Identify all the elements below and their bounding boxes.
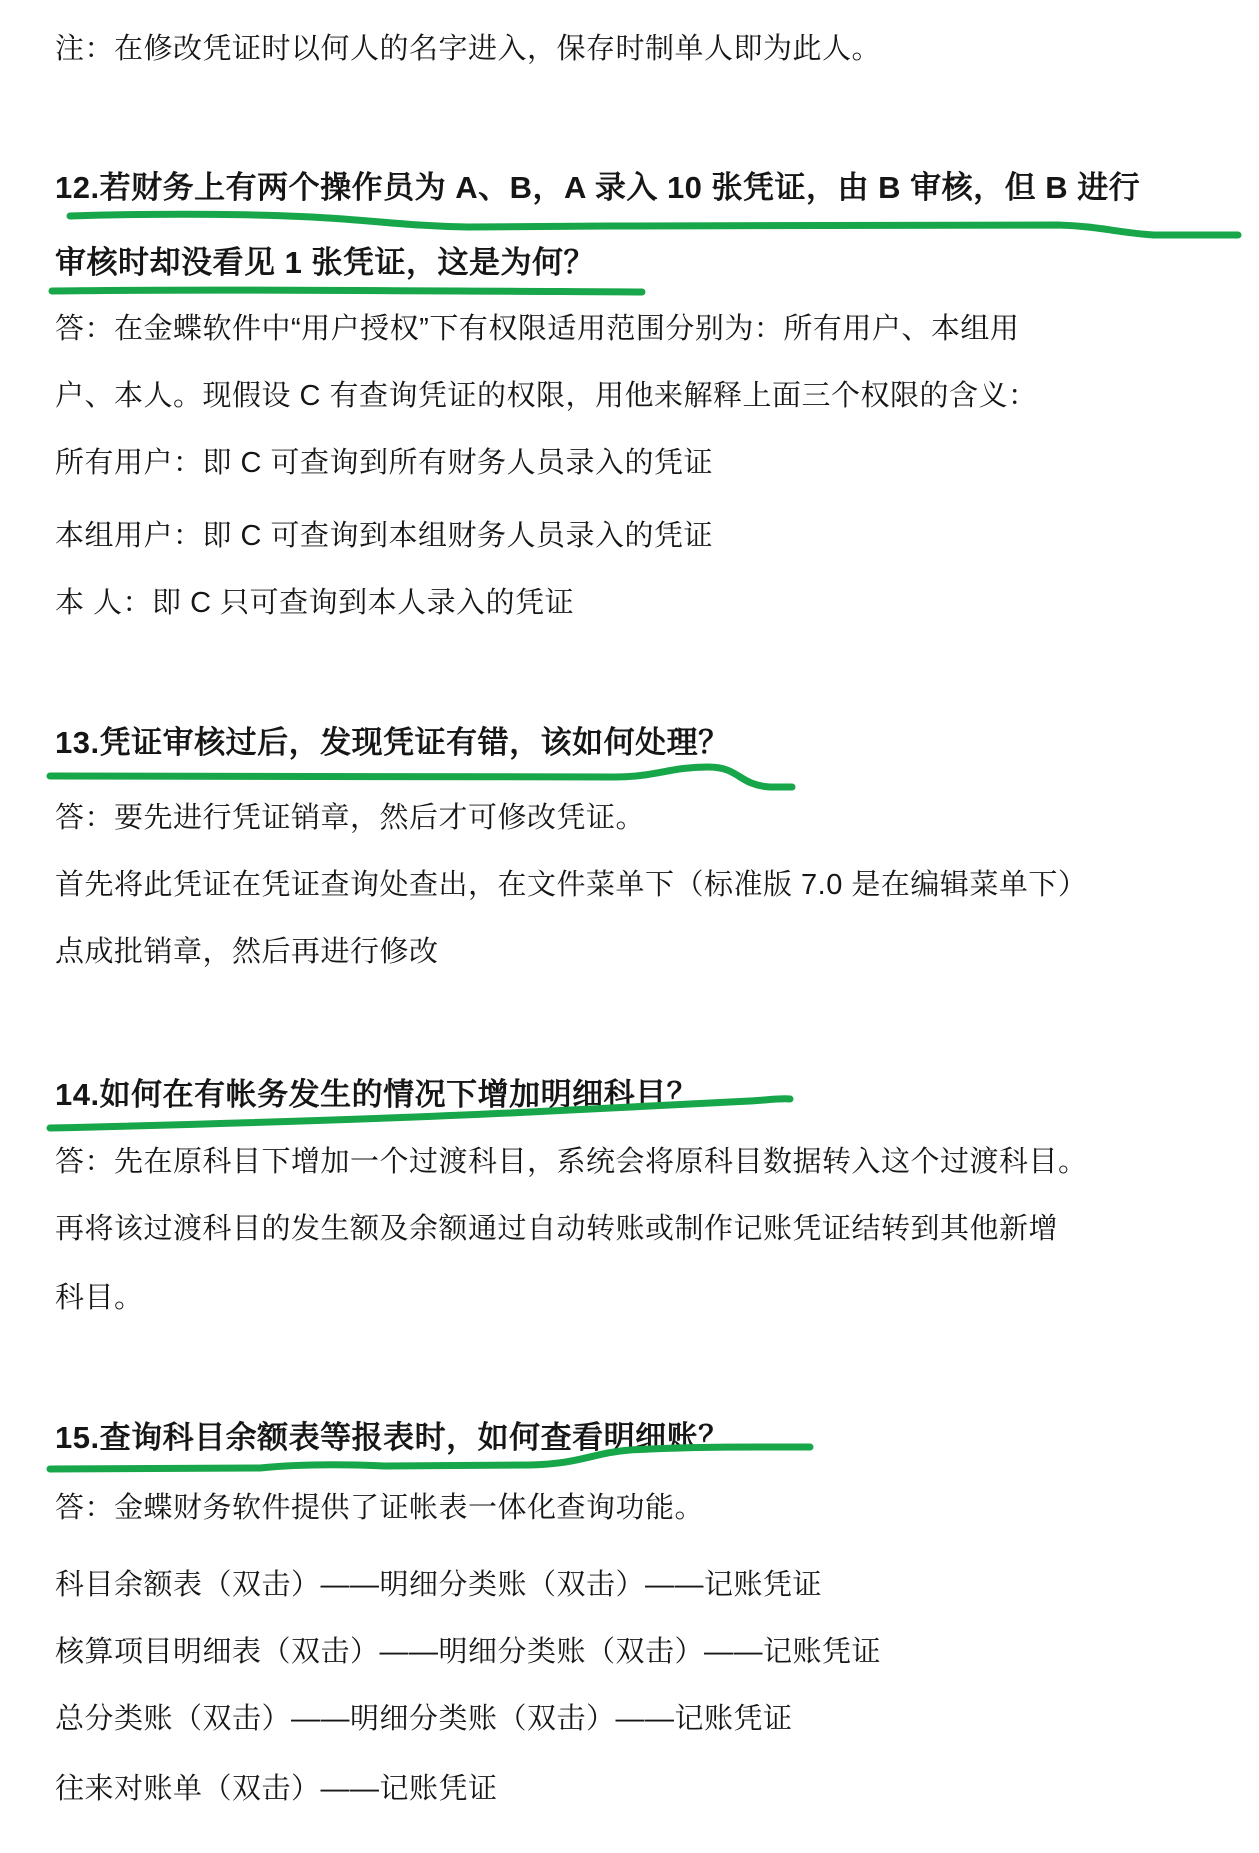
q12-heading-line-1: 12.若财务上有两个操作员为 A、B，A 录入 10 张凭证，由 B 审核，但 B 进行 — [55, 170, 1141, 205]
q15-underline-stroke — [40, 1438, 820, 1478]
q15-answer-line-5: 往来对账单（双击）——记账凭证 — [55, 1773, 498, 1805]
q13-answer-line-3: 点成批销章，然后再进行修改 — [55, 936, 439, 968]
note-line: 注：在修改凭证时以何人的名字进入，保存时制单人即为此人。 — [55, 33, 882, 65]
q14-underline-stroke — [40, 1090, 800, 1134]
q15-answer-line-4: 总分类账（双击）——明细分类账（双击）——记账凭证 — [55, 1703, 793, 1735]
q13-answer-line-2: 首先将此凭证在凭证查询处查出，在文件菜单下（标准版 7.0 是在编辑菜单下） — [55, 869, 1088, 901]
q12-answer-line-2: 户、本人。现假设 C 有查询凭证的权限，用他来解释上面三个权限的含义： — [55, 380, 1038, 412]
q14-answer-line-2: 再将该过渡科目的发生额及余额通过自动转账或制作记账凭证结转到其他新增 — [55, 1213, 1059, 1245]
q14-answer-line-1: 答：先在原科目下增加一个过渡科目，系统会将原科目数据转入这个过渡科目。 — [55, 1146, 1088, 1178]
q12-heading-line-2: 审核时却没看见 1 张凭证，这是为何？ — [55, 245, 595, 280]
q12-answer-line-4: 本组用户：即 C 可查询到本组财务人员录入的凭证 — [55, 520, 714, 552]
q12-underline-stroke-1 — [48, 203, 1248, 245]
q13-heading-line-1: 13.凭证审核过后，发现凭证有错，该如何处理？ — [55, 725, 730, 760]
q12-answer-line-5: 本 人：即 C 只可查询到本人录入的凭证 — [55, 587, 575, 619]
q12-answer-line-1: 答：在金蝶软件中“用户授权”下有权限适用范围分别为：所有用户、本组用 — [55, 313, 1020, 345]
q15-answer-line-1: 答：金蝶财务软件提供了证帐表一体化查询功能。 — [55, 1492, 705, 1524]
q15-heading-line-1: 15.查询科目余额表等报表时，如何查看明细账？ — [55, 1420, 730, 1455]
q13-underline-stroke — [40, 760, 810, 796]
q15-answer-line-3: 核算项目明细表（双击）——明细分类账（双击）——记账凭证 — [55, 1636, 882, 1668]
q14-heading-line-1: 14.如何在有帐务发生的情况下增加明细科目？ — [55, 1077, 699, 1112]
q12-answer-line-3: 所有用户：即 C 可查询到所有财务人员录入的凭证 — [55, 447, 714, 479]
q13-answer-line-1: 答：要先进行凭证销章，然后才可修改凭证。 — [55, 802, 646, 834]
q12-underline-stroke-2 — [40, 281, 660, 303]
q15-answer-line-2: 科目余额表（双击）——明细分类账（双击）——记账凭证 — [55, 1569, 823, 1601]
q14-answer-line-3: 科目。 — [55, 1282, 144, 1314]
